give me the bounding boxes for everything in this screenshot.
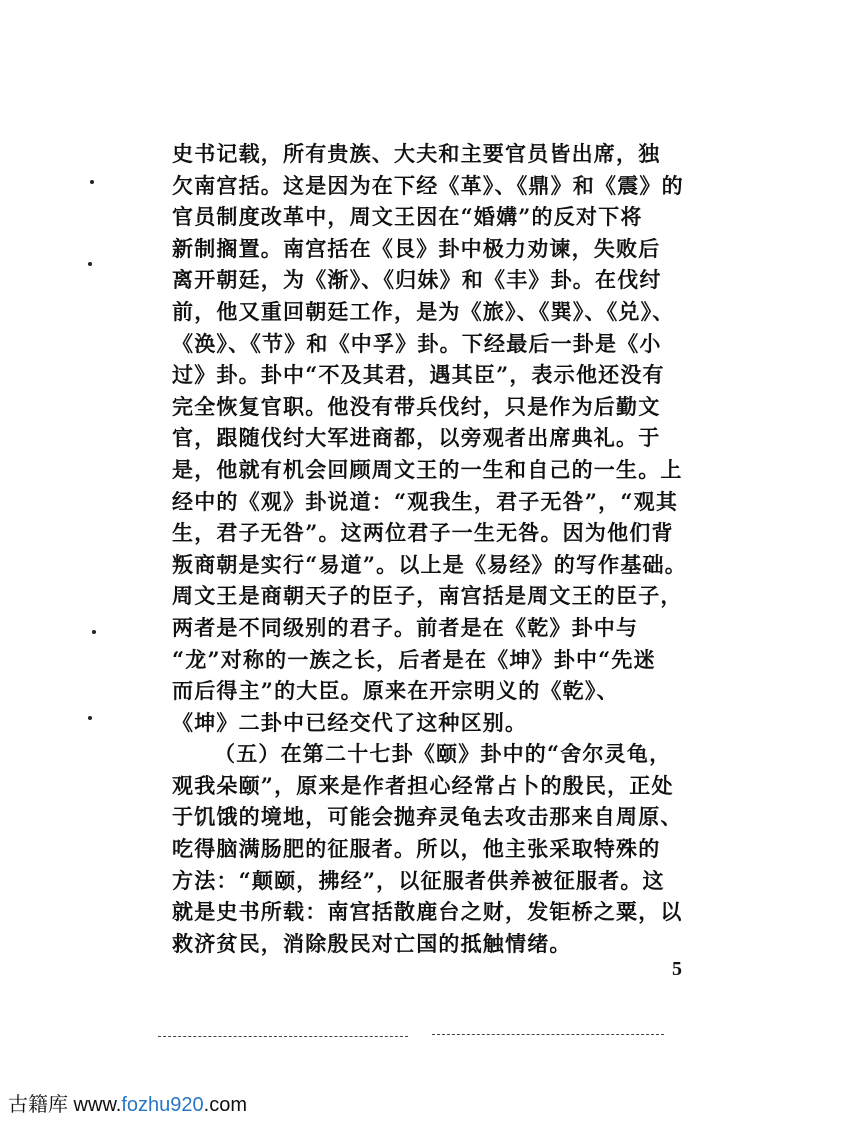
text-line: 经中的《观》卦说道：“观我生，君子无咎”，“观其 bbox=[172, 488, 679, 514]
text-line: 官，跟随伐纣大军进商都，以旁观者出席典礼。于 bbox=[172, 425, 661, 451]
text-line: 是，他就有机会回顾周文王的一生和自己的一生。上 bbox=[172, 456, 683, 482]
text-line: 救济贫民，消除殷民对亡国的抵触情绪。 bbox=[172, 930, 572, 956]
text-line: 《坤》二卦中已经交代了这种区别。 bbox=[172, 709, 528, 735]
text-line: （五）在第二十七卦《颐》卦中的“舍尔灵龟， bbox=[214, 741, 672, 767]
scan-speck bbox=[92, 630, 96, 634]
body-text bbox=[172, 138, 720, 959]
text-line: 新制搁置。南宫括在《艮》卦中极力劝谏，失败后 bbox=[172, 235, 661, 261]
text-line: 前，他又重回朝廷工作，是为《旅》、《巽》、《兑》、 bbox=[172, 298, 675, 324]
text-line: 方法：“颠颐，拂经”，以征服者供养被征服者。这 bbox=[172, 867, 665, 893]
text-line: 史书记载，所有贵族、大夫和主要官员皆出席，独 bbox=[172, 141, 661, 166]
text-line: 而后得主”的大臣。原来在开宗明义的《乾》、 bbox=[172, 678, 619, 704]
text-line: 两者是不同级别的君子。前者是在《乾》卦中与 bbox=[172, 614, 639, 640]
watermark-suffix: .com bbox=[203, 1094, 247, 1116]
watermark-prefix: 古籍库 www. bbox=[8, 1094, 122, 1116]
text-line: 官员制度改革中，周文王因在“婚媾”的反对下将 bbox=[172, 204, 643, 230]
watermark-accent: fozhu920 bbox=[121, 1094, 204, 1116]
page-number: 5 bbox=[672, 958, 682, 980]
text-line: 离开朝廷，为《渐》、《归妹》和《丰》卦。在伐纣 bbox=[172, 267, 662, 293]
text-line: “龙”对称的一族之长，后者是在《坤》卦中“先迷 bbox=[172, 646, 656, 672]
text-line: 周文王是商朝天子的臣子，南宫括是周文王的臣子， bbox=[172, 583, 683, 609]
scan-rule-right bbox=[432, 1034, 664, 1035]
scan-speck bbox=[88, 262, 92, 266]
text-line: 于饥饿的境地，可能会抛弃灵龟去攻击那来自周原、 bbox=[172, 804, 683, 830]
scan-speck bbox=[90, 180, 94, 184]
scan-speck bbox=[88, 716, 92, 720]
text-line: 过》卦。卦中“不及其君，遇其臣”，表示他还没有 bbox=[172, 362, 665, 388]
text-line: 完全恢复官职。他没有带兵伐纣，只是作为后勤文 bbox=[172, 393, 661, 419]
scan-rule-left bbox=[158, 1036, 408, 1037]
text-line: 吃得脑满肠肥的征服者。所以，他主张采取特殊的 bbox=[172, 836, 661, 862]
text-line: 就是史书所载：南宫括散鹿台之财，发钜桥之粟，以 bbox=[172, 899, 683, 925]
text-line: 观我朵颐”，原来是作者担心经常占卜的殷民，正处 bbox=[172, 772, 674, 798]
paragraph-1 bbox=[172, 138, 720, 738]
text-line: 《涣》、《节》和《中孚》卦。下经最后一卦是《小 bbox=[172, 330, 662, 356]
paragraph-2 bbox=[172, 738, 720, 959]
site-watermark bbox=[8, 1088, 247, 1117]
text-line: 欠南宫括。这是因为在下经《革》、《鼎》和《震》的 bbox=[172, 172, 684, 198]
text-line: 生，君子无咎”。这两位君子一生无咎。因为他们背 bbox=[172, 520, 674, 546]
text-line: 叛商朝是实行“易道”。以上是《易经》的写作基础。 bbox=[172, 551, 687, 577]
